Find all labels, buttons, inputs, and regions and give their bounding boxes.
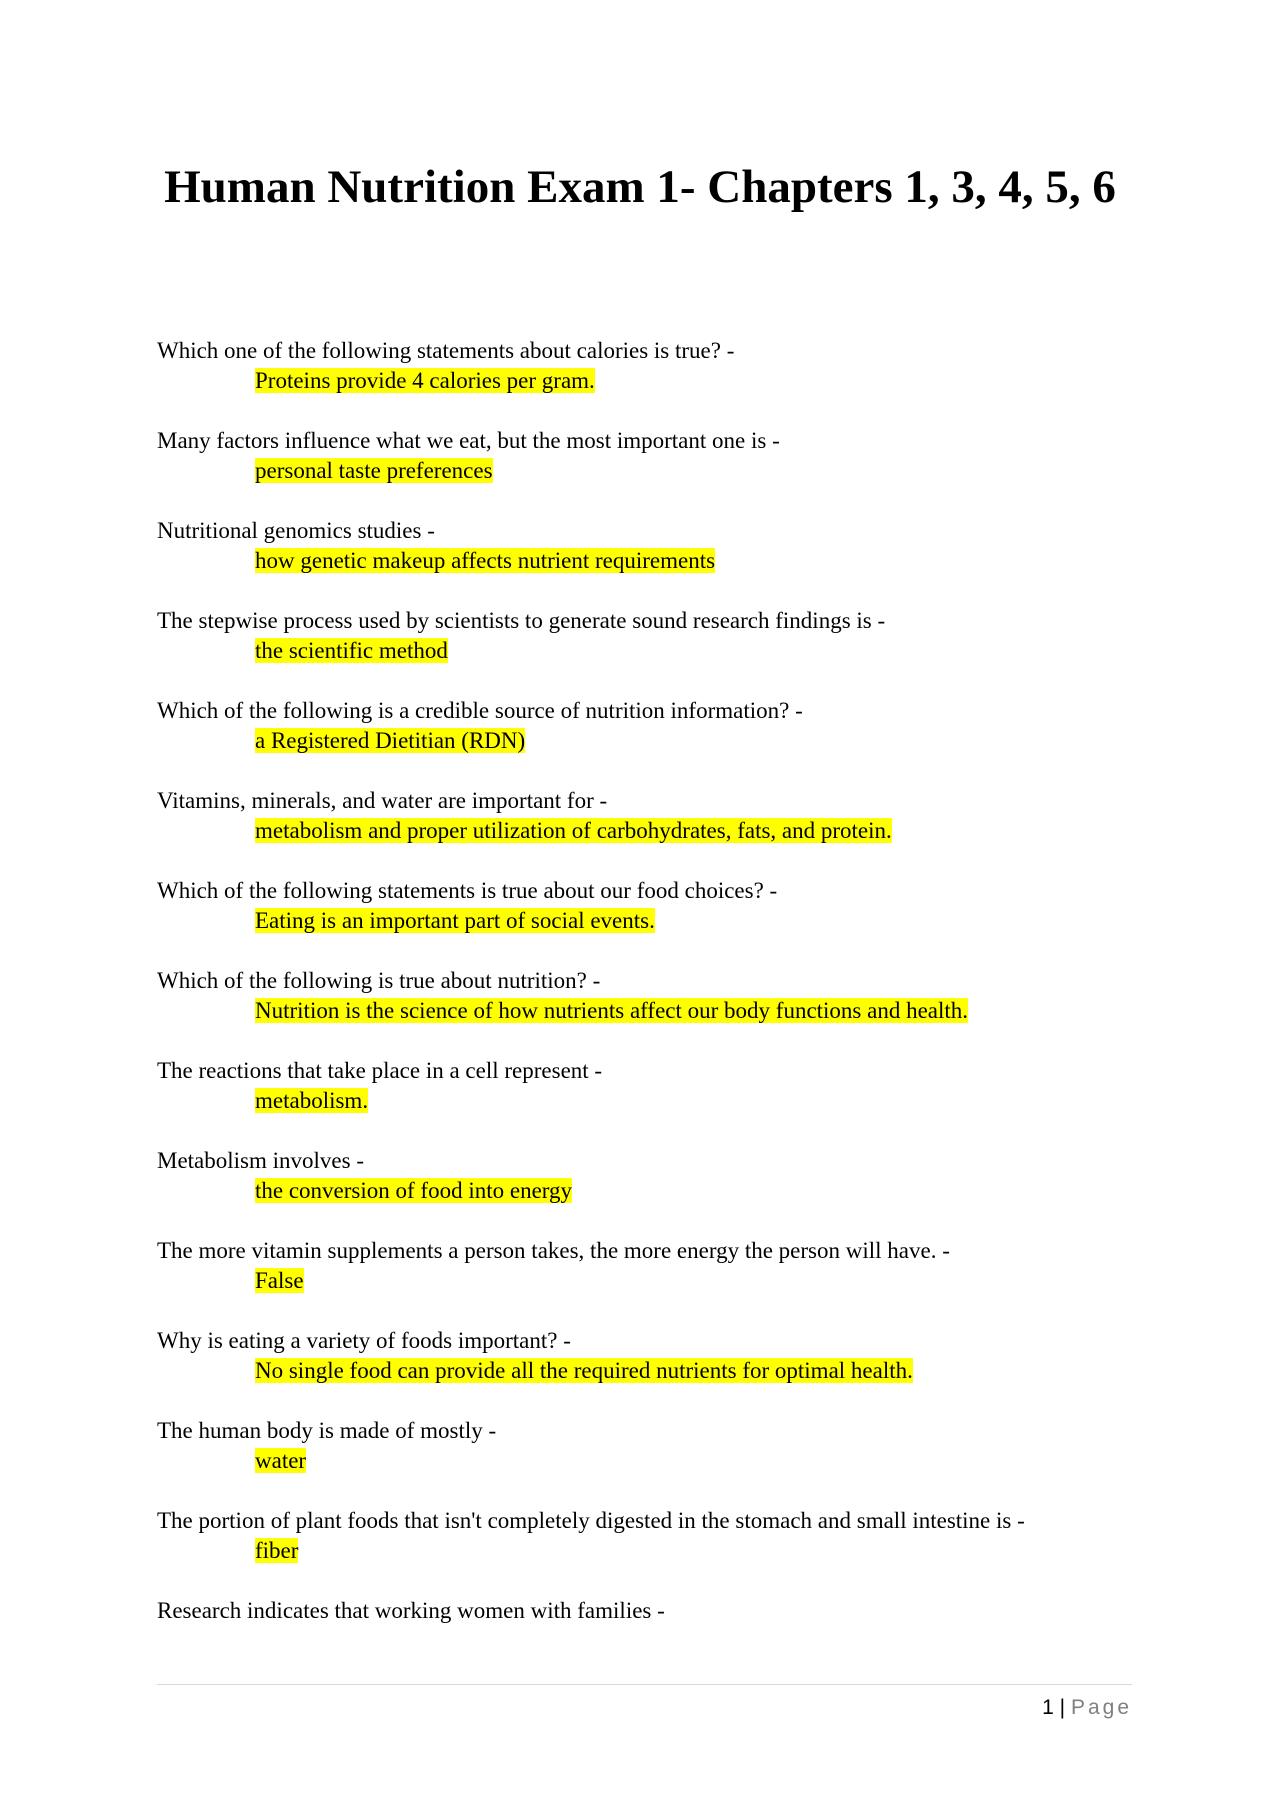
page-title: Human Nutrition Exam 1- Chapters 1, 3, 4, 5, 6	[164, 161, 1116, 213]
question-text: Which of the following statements is true about our food choices? -	[157, 878, 778, 903]
answer-text: Nutrition is the science of how nutrients affect our body functions and health.	[255, 998, 969, 1023]
question-text: Metabolism involves -	[157, 1148, 364, 1173]
question-item	[157, 1056, 1142, 1116]
question-text: Research indicates that working women with families -	[157, 1598, 665, 1623]
question-text: Nutritional genomics studies -	[157, 518, 435, 543]
footer-divider	[157, 1684, 1132, 1685]
question-list	[157, 336, 1142, 1656]
question-text: Which one of the following statements about calories is true? -	[157, 338, 735, 363]
question-item	[157, 516, 1142, 576]
answer-text: the scientific method	[255, 638, 448, 663]
question-item	[157, 876, 1142, 936]
answer-text: Proteins provide 4 calories per gram.	[255, 368, 595, 393]
question-text: The human body is made of mostly -	[157, 1418, 497, 1443]
question-text: The stepwise process used by scientists to generate sound research findings is -	[157, 608, 886, 633]
answer-text: water	[255, 1448, 307, 1473]
answer-text: False	[255, 1268, 304, 1293]
question-text: Vitamins, minerals, and water are important for -	[157, 788, 608, 813]
answer-text: the conversion of food into energy	[255, 1178, 573, 1203]
question-item	[157, 606, 1142, 666]
question-item	[157, 966, 1142, 1026]
answer-text: metabolism.	[255, 1088, 369, 1113]
answer-text: fiber	[255, 1538, 299, 1563]
question-item	[157, 1146, 1142, 1206]
page-label: Page	[1070, 1696, 1132, 1719]
question-item	[157, 1416, 1142, 1476]
page-footer	[157, 1694, 1132, 1722]
answer-text: how genetic makeup affects nutrient requirements	[255, 548, 716, 573]
answer-text: personal taste preferences	[255, 458, 493, 483]
question-item	[157, 426, 1142, 486]
question-text: The more vitamin supplements a person takes, the more energy the person will have. -	[157, 1238, 950, 1263]
question-item	[157, 1506, 1142, 1566]
question-item	[157, 1326, 1142, 1386]
question-item	[157, 786, 1142, 846]
question-item	[157, 696, 1142, 756]
question-item	[157, 1596, 1142, 1626]
footer-separator: |	[1059, 1696, 1066, 1719]
answer-text: No single food can provide all the required nutrients for optimal health.	[255, 1358, 913, 1383]
question-text: The portion of plant foods that isn't completely digested in the stomach and small intestine is -	[157, 1508, 1025, 1533]
answer-text: metabolism and proper utilization of carbohydrates, fats, and protein.	[255, 818, 892, 843]
question-item	[157, 336, 1142, 396]
question-item	[157, 1236, 1142, 1296]
answer-text: a Registered Dietitian (RDN)	[255, 728, 526, 753]
question-text: Which of the following is a credible source of nutrition information? -	[157, 698, 803, 723]
question-text: The reactions that take place in a cell represent -	[157, 1058, 603, 1083]
question-text: Why is eating a variety of foods important? -	[157, 1328, 571, 1353]
question-text: Which of the following is true about nutrition? -	[157, 968, 601, 993]
page-number: 1	[1042, 1696, 1054, 1719]
answer-text: Eating is an important part of social events.	[255, 908, 655, 933]
question-text: Many factors influence what we eat, but the most important one is -	[157, 428, 780, 453]
